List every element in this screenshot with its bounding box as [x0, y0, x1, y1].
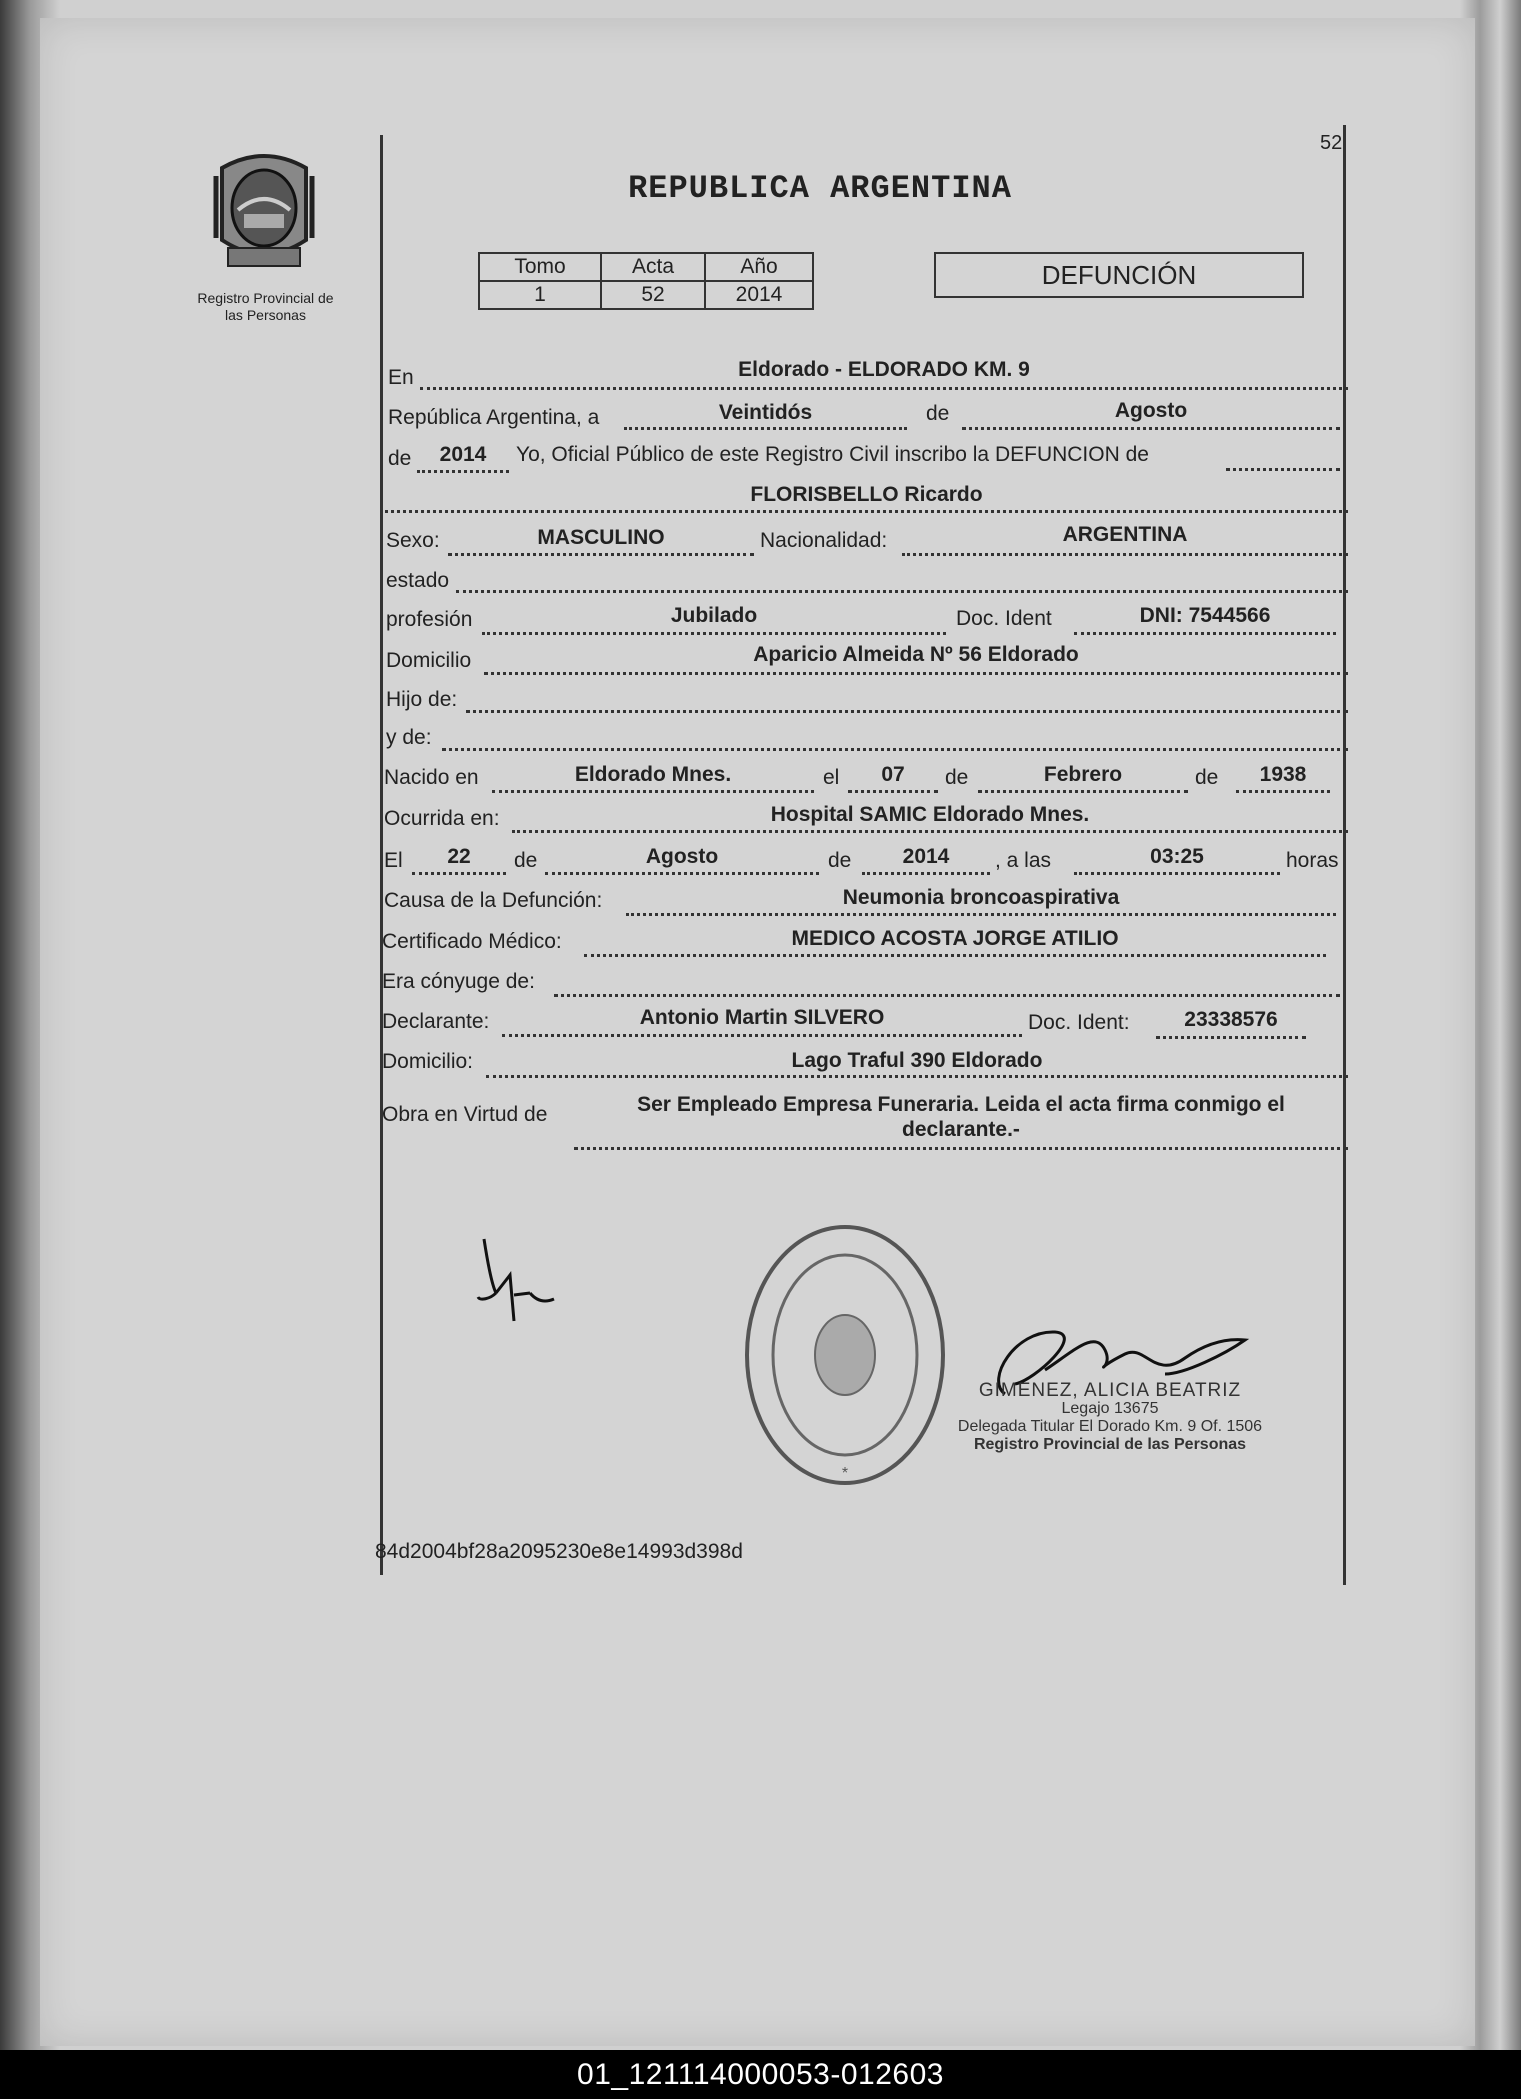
value-domicilio: Aparicio Almeida Nº 56 Eldorado — [753, 643, 1079, 666]
label-doc-ident2: Doc. Ident: — [1028, 1011, 1130, 1034]
official-legajo: Legajo 13675 — [1061, 1400, 1159, 1417]
official-seal-text — [950, 1382, 1270, 1454]
svg-text:*: * — [841, 1465, 849, 1482]
label-hijo-de: Hijo de: — [386, 688, 458, 711]
table-header-anio: Año — [705, 253, 813, 281]
value-ocurrida: Hospital SAMIC Eldorado Mnes. — [770, 803, 1090, 826]
value-nacionalidad: ARGENTINA — [1062, 523, 1188, 546]
line-declarante-dom — [486, 1075, 1348, 1078]
label-certificado: Certificado Médico: — [382, 930, 562, 953]
value-sexo: MASCULINO — [537, 526, 665, 549]
record-table — [478, 252, 814, 310]
value-anio: 2014 — [439, 443, 487, 466]
footer-code: 01_121114000053-012603 — [0, 2050, 1521, 2099]
value-declarante-doc: 23338576 — [1184, 1008, 1278, 1031]
line-declarante — [502, 1034, 1022, 1037]
right-border-line — [1343, 125, 1346, 1585]
table-value-acta: 52 — [601, 281, 705, 309]
record-type-box: DEFUNCIÓN — [934, 252, 1304, 298]
value-nacido-lugar: Eldorado Mnes. — [574, 763, 732, 786]
label-nacionalidad: Nacionalidad: — [760, 529, 888, 552]
label-doc-ident: Doc. Ident — [956, 607, 1052, 630]
table-header-tomo: Tomo — [479, 253, 601, 281]
value-dia-texto: Veintidós — [718, 401, 813, 424]
line-estado — [456, 590, 1348, 593]
line-obra — [574, 1147, 1348, 1150]
label-sexo: Sexo: — [386, 529, 440, 552]
line-causa — [626, 913, 1336, 916]
table-value-tomo: 1 — [479, 281, 601, 309]
value-nacido-mes: Febrero — [1043, 763, 1123, 786]
label-causa: Causa de la Defunción: — [384, 889, 603, 912]
label-yo-oficial: Yo, Oficial Público de este Registro Civil inscribo la DEFUNCION de — [516, 443, 1149, 466]
official-registro: Registro Provincial de las Personas — [973, 1436, 1247, 1453]
line-anio — [417, 470, 509, 473]
label-domicilio2: Domicilio: — [382, 1050, 474, 1073]
value-lugar: Eldorado - ELDORADO KM. 9 — [738, 358, 1030, 381]
label-def-de-anio: de — [828, 849, 852, 872]
value-declarante: Antonio Martin SILVERO — [639, 1006, 885, 1029]
line-nombre — [385, 510, 1348, 513]
label-estado: estado — [386, 569, 450, 592]
table-value-anio: 2014 — [705, 281, 813, 309]
value-def-mes: Agosto — [645, 845, 719, 868]
label-y-de: y de: — [386, 726, 432, 749]
label-de-mes: de — [926, 402, 950, 425]
value-def-hora: 03:25 — [1150, 845, 1204, 868]
value-certificado: MEDICO ACOSTA JORGE ATILIO — [791, 927, 1119, 950]
line-defuncion-de — [1226, 468, 1340, 471]
left-border-line — [380, 135, 383, 1575]
label-nacido-en: Nacido en — [384, 766, 479, 789]
line-domicilio — [484, 672, 1348, 675]
line-ocurrida — [512, 830, 1348, 833]
value-nacido-anio: 1938 — [1259, 763, 1307, 786]
line-lugar — [420, 387, 1348, 390]
line-nacionalidad — [902, 553, 1348, 556]
value-nacido-dia: 07 — [881, 763, 905, 786]
line-profesion — [482, 632, 946, 635]
value-profesion: Jubilado — [670, 604, 758, 627]
document-title: REPUBLICA ARGENTINA — [628, 170, 1012, 207]
label-profesion: profesión — [386, 608, 473, 631]
record-table-value-row — [479, 281, 813, 309]
line-sexo — [448, 553, 754, 556]
value-obra-line1: Ser Empleado Empresa Funeraria. Leida el acta firma conmigo el — [637, 1093, 1285, 1116]
label-el: El — [384, 849, 403, 872]
label-domicilio: Domicilio — [386, 649, 472, 672]
label-nacido-de-mes: de — [945, 766, 969, 789]
line-declarante-doc — [1156, 1036, 1306, 1039]
label-nacido-de-anio: de — [1195, 766, 1219, 789]
value-def-dia: 22 — [447, 845, 471, 868]
line-def-anio — [862, 872, 990, 875]
label-de-anio: de — [388, 447, 412, 470]
value-def-anio: 2014 — [902, 845, 950, 868]
document-hash: 84d2004bf28a2095230e8e14993d398d — [375, 1540, 743, 1563]
line-doc — [1074, 632, 1336, 635]
line-def-dia — [412, 872, 506, 875]
line-nacido-dia — [848, 790, 938, 793]
line-def-hora — [1074, 872, 1280, 875]
official-name: GIMENEZ, ALICIA BEATRIZ — [978, 1380, 1242, 1401]
line-y-de — [442, 748, 1348, 751]
provincia-misiones-crest-icon — [208, 148, 320, 274]
table-header-acta: Acta — [601, 253, 705, 281]
line-nacido-lugar — [492, 790, 814, 793]
label-ocurrida-en: Ocurrida en: — [384, 807, 500, 830]
value-causa: Neumonia broncoaspirativa — [842, 886, 1120, 909]
label-obra: Obra en Virtud de — [382, 1103, 548, 1126]
label-declarante: Declarante: — [382, 1010, 490, 1033]
line-mes — [962, 427, 1340, 430]
line-hijo-de — [466, 710, 1348, 713]
line-def-mes — [545, 872, 819, 875]
value-doc: DNI: 7544566 — [1139, 604, 1271, 627]
label-conyuge: Era cónyuge de: — [382, 970, 535, 993]
label-en: En — [388, 366, 414, 389]
official-cargo: Delegada Titular El Dorado Km. 9 Of. 1506 — [957, 1418, 1263, 1435]
registry-label — [168, 290, 363, 324]
value-mes: Agosto — [1114, 399, 1188, 422]
line-nacido-mes — [978, 790, 1188, 793]
record-table-header-row — [479, 253, 813, 281]
registry-label-line2: las Personas — [225, 307, 306, 323]
registry-stamp-icon — [740, 1220, 950, 1490]
line-dia-texto — [624, 427, 907, 430]
line-nacido-anio — [1236, 790, 1330, 793]
page-number: 52 — [1320, 132, 1343, 154]
line-certificado — [584, 954, 1326, 957]
line-conyuge — [554, 994, 1340, 997]
label-republica: República Argentina, a — [388, 406, 600, 429]
declarant-signature — [470, 1235, 580, 1345]
label-nacido-el: el — [823, 766, 840, 789]
value-obra-line2: declarante.- — [902, 1118, 1020, 1141]
registry-label-line1: Registro Provincial de — [197, 290, 334, 306]
value-declarante-dom: Lago Traful 390 Eldorado — [791, 1049, 1043, 1072]
value-nombre: FLORISBELLO Ricardo — [750, 483, 983, 506]
label-def-de-mes: de — [514, 849, 538, 872]
label-a-las: , a las — [995, 849, 1052, 872]
label-horas: horas — [1286, 849, 1339, 872]
